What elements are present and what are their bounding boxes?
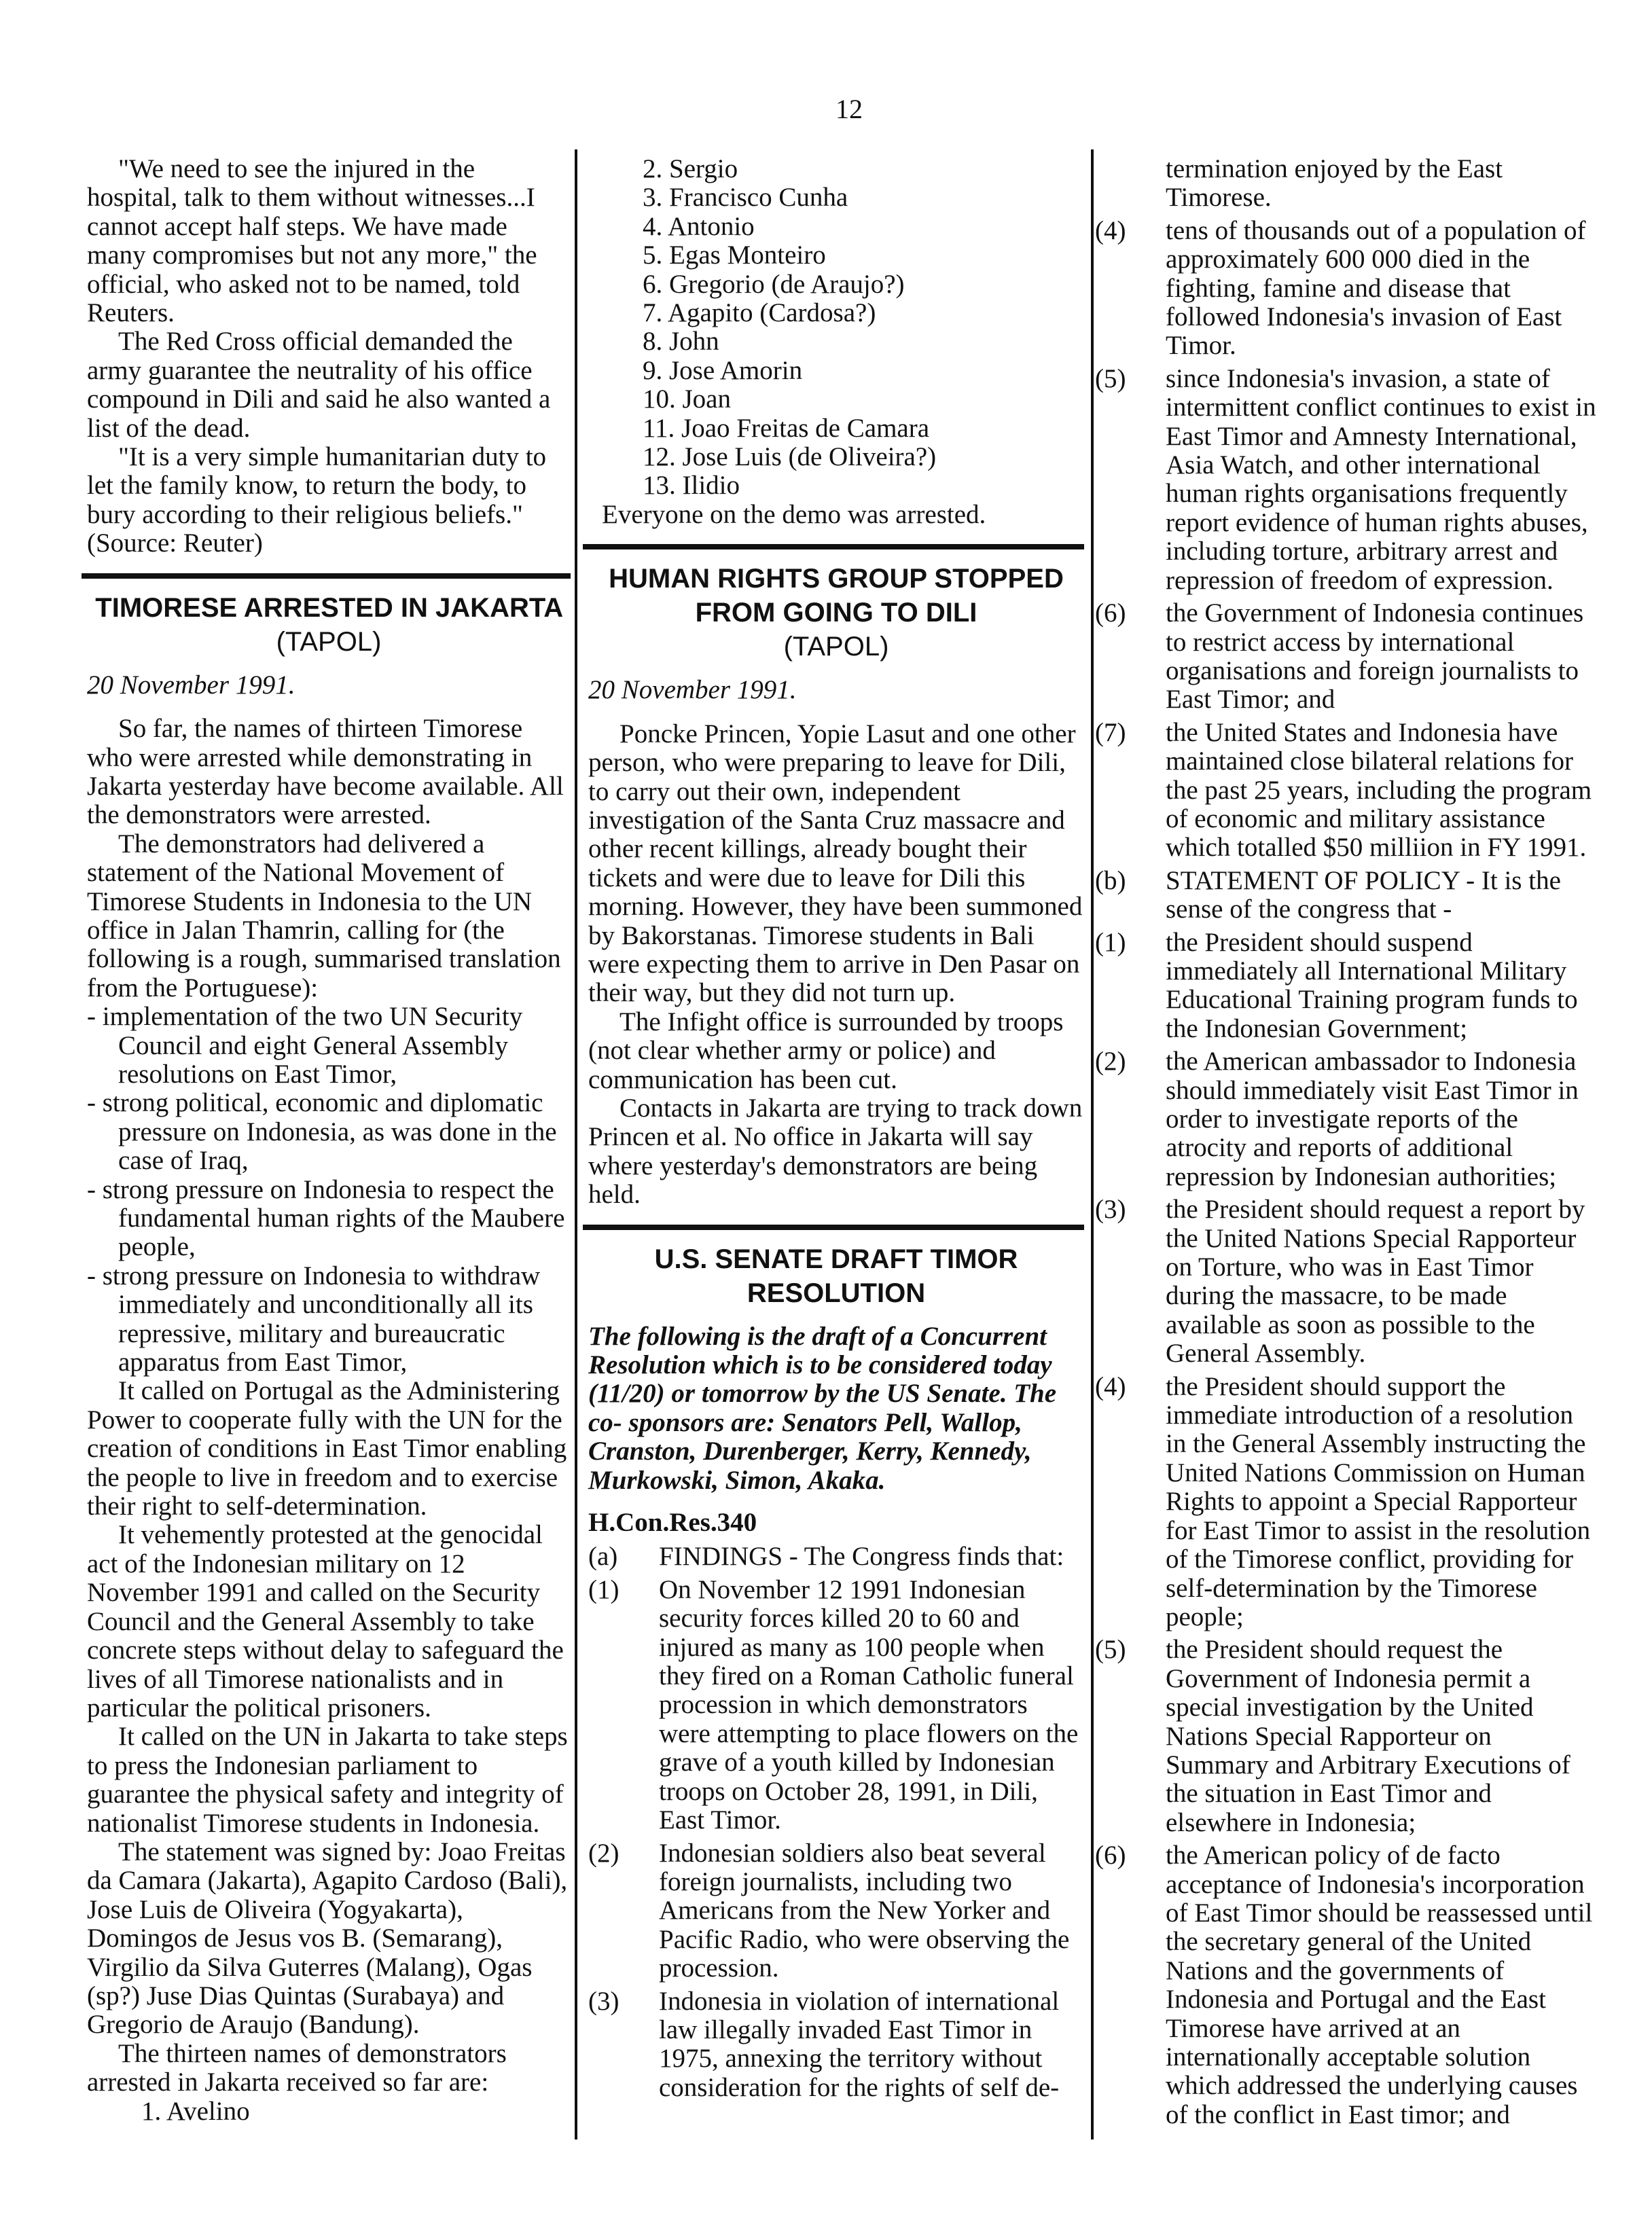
- article-heading: U.S. SENATE DRAFT TIMOR RESOLUTION: [654, 1244, 1018, 1308]
- column-2: [588, 155, 1084, 2106]
- column-3: [1095, 155, 1598, 2133]
- item-label: (5): [1095, 363, 1126, 393]
- paragraph: It vehemently protested at the genocidal act of the Indonesian military on 12 November 1991 and called on the Security Council and the General Assembly to take concrete steps without delay to safeguard the lives of all Timorese nationalists and in particular the political prisoners.: [87, 1520, 564, 1722]
- paragraph: Poncke Princen, Yopie Lasut and one other person, who were preparing to leave for Dili, to carry out their own, independent investigation of the Santa Cruz massacre and other recent killings, already bought their tickets and were due to leave for Dili this morning. However, they have been summoned by Bakorstanas. Timorese students in Bali were expecting them to arrive in Den Pasar on their way, but they did not turn up.: [588, 719, 1083, 1008]
- numbered-item: [1095, 1841, 1598, 2129]
- item-text: the Government of Indonesia continues to restrict access by international organisations and foreign journalists to East Timor; and: [1166, 598, 1584, 715]
- column-1: [87, 155, 571, 2126]
- name-list-item: 6. Gregorio (de Araujo?): [643, 269, 905, 299]
- intro-text: The following is the draft of a Concurrent Resolution which is to be considered today (11/20) or tomorrow by the US Senate. The co- sponsors are: Senators Pell, Wallop, Cranston, Durenberger, Kerry, Kennedy, Murkowski, Simon, Akaka.: [588, 1321, 1057, 1495]
- paragraph: It called on the UN in Jakarta to take steps to press the Indonesian parliament to guarantee the physical safety and integrity of nationalist Timorese students in Indonesia.: [87, 1722, 568, 1838]
- item-label: (4): [1095, 215, 1126, 245]
- numbered-item: [1095, 928, 1598, 1044]
- paragraph: "It is a very simple humanitarian duty to let the family know, to return the body, to bury according to their religious beliefs." (Source: Reuter): [87, 442, 547, 558]
- paragraph: It called on Portugal as the Administering Power to cooperate fully with the UN for the creation of conditions in East Timor enabling the people to live in freedom and to exercise their right to self-determination.: [87, 1376, 567, 1521]
- article-date: 20 November 1991.: [87, 670, 295, 700]
- article-heading: [588, 562, 1084, 664]
- item-text: On November 12 1991 Indonesian security forces killed 20 to 60 and injured as many as 100 people when they fired on a Roman Catholic funeral procession in which demonstrators were attempting to place flowers on the grave of a youth killed by Indonesian troops on October 28, 1991, in Dili, East Timor.: [659, 1574, 1079, 1835]
- item-label: (a): [588, 1542, 618, 1572]
- item-label: (2): [1095, 1047, 1126, 1077]
- item-text: the President should request the Government of Indonesia permit a special investigation by the United Nations Special Rapporteur on Summary and Arbitrary Executions of the situation in East Timor and elsewhere in Indonesia;: [1166, 1635, 1570, 1837]
- paragraph: The Infight office is surrounded by troops (not clear whether army or police) and communication has been cut.: [588, 1007, 1064, 1094]
- article-heading: [87, 591, 571, 659]
- numbered-item: [1095, 1373, 1598, 1632]
- numbered-item: [1095, 217, 1598, 361]
- column-rule-left: [575, 149, 577, 2139]
- item-label: (7): [1095, 717, 1126, 747]
- paragraph: "We need to see the injured in the hospital, talk to them without witnesses...I cannot accept half steps. We have made many compromises but not any more," the official, who asked not to be named, told Reuters.: [87, 154, 537, 328]
- numbered-item: [1095, 867, 1598, 924]
- resolution-title: H.Con.Res.340: [588, 1508, 757, 1538]
- paragraph: Everyone on the demo was arrested.: [602, 499, 986, 529]
- numbered-item: [1095, 1047, 1598, 1191]
- name-list-item: 9. Jose Amorin: [643, 355, 803, 385]
- numbered-item: [1095, 1636, 1598, 1837]
- item-label: (6): [1095, 598, 1126, 628]
- resolution-list: [1095, 217, 1598, 2129]
- heading-source: (TAPOL): [783, 632, 889, 662]
- item-text: the American policy of de facto acceptance of Indonesia's incorporation of East Timor should be reassessed until the secretary general of the United Nations and the governments of Indonesia and Portugal and the East Timorese have arrived at an internationally acceptable solution which addressed the underlying causes of the conflict in East timor; and: [1166, 1841, 1593, 2129]
- numbered-item: [1095, 719, 1598, 863]
- heading-source: (TAPOL): [276, 626, 382, 657]
- name-list-item: 1. Avelino: [141, 2096, 250, 2126]
- item-text: STATEMENT OF POLICY - It is the sense of the congress that -: [1166, 865, 1561, 924]
- name-list-item: 11. Joao Freitas de Camara: [643, 413, 930, 443]
- numbered-item: [588, 1576, 1084, 1835]
- paragraph: The thirteen names of demonstrators arrested in Jakarta received so far are:: [87, 2038, 507, 2097]
- article-date: 20 November 1991.: [588, 675, 797, 705]
- item-text: the American ambassador to Indonesia should immediately visit East Timor in order to investigate reports of the atrocity and reports of additional repression by Indonesian authorities;: [1166, 1047, 1579, 1191]
- paragraph: So far, the names of thirteen Timorese who were arrested while demonstrating in Jakarta yesterday have become available. All the demonstrators were arrested.: [87, 714, 564, 830]
- numbered-item: [588, 1987, 1084, 2103]
- item-text: the President should support the immediate introduction of a resolution in the General Assembly instructing the United Nations Commission on Human Rights to appoint a Special Rapporteur for East Timor to assist in the resolution of the Timorese conflict, providing for self-determination by the Timorese people;: [1166, 1371, 1591, 1631]
- section-divider: [583, 1225, 1084, 1230]
- item-label: (b): [1095, 865, 1126, 895]
- name-list-item: 8. John: [643, 327, 719, 357]
- name-list-item: 7. Agapito (Cardosa?): [643, 298, 876, 328]
- findings-list: [588, 1542, 1084, 2102]
- heading-text: HUMAN RIGHTS GROUP STOPPED FROM GOING TO DILI: [609, 564, 1064, 628]
- item-label: (1): [588, 1574, 620, 1604]
- item-label: (4): [1095, 1371, 1126, 1401]
- item-label: (6): [1095, 1841, 1126, 1871]
- section-divider: [583, 544, 1084, 549]
- name-list-item: 5. Egas Monteiro: [643, 240, 826, 270]
- item-text: tens of thousands out of a population of approximately 600 000 died in the fighting, famine and disease that followed Indonesia's invasion of East Timor.: [1166, 215, 1586, 361]
- numbered-item: [1095, 599, 1598, 715]
- item-text: the President should suspend immediately all International Military Educational Training program funds to the Indonesian Government;: [1166, 927, 1578, 1043]
- paragraph: termination enjoyed by the East Timorese.: [1166, 154, 1503, 213]
- item-text: the United States and Indonesia have maintained close bilateral relations for the past 25 years, including the program of economic and military assistance which totalled $50 milliion in FY 1991.: [1166, 717, 1592, 863]
- item-text: since Indonesia's invasion, a state of intermittent conflict continues to exist in East Timor and Amnesty International, Asia Watch, and other international human rights organisations frequently report evidence of human rights abuses, including torture, arbitrary arrest and repression of freedom of expression.: [1166, 363, 1596, 595]
- paragraph: The Red Cross official demanded the army guarantee the neutrality of his office compound in Dili and said he also wanted a list of the dead.: [87, 327, 551, 443]
- numbered-item: [588, 1839, 1084, 1983]
- heading-text: TIMORESE ARRESTED IN JAKARTA: [95, 592, 562, 623]
- name-list-item: 4. Antonio: [643, 211, 755, 241]
- item-text: Indonesian soldiers also beat several foreign journalists, including two Americans from the New Yorker and Pacific Radio, who were observing the procession.: [659, 1838, 1070, 1983]
- page-number: 12: [836, 94, 863, 124]
- numbered-item: [588, 1542, 1084, 1571]
- item-label: (2): [588, 1838, 620, 1868]
- bullet-item: - strong pressure on Indonesia to withdraw immediately and unconditionally all its repressive, military and bureaucratic apparatus from East Timor,: [87, 1261, 541, 1377]
- bullet-item: - strong political, economic and diplomatic pressure on Indonesia, as was done in the case of Iraq,: [87, 1088, 557, 1176]
- item-text: the President should request a report by the United Nations Special Rapporteur on Torture, who was in East Timor during the massacre, to be made available as soon as possible to the General Assembly.: [1166, 1195, 1585, 1369]
- name-list-item: 12. Jose Luis (de Oliveira?): [643, 442, 937, 472]
- item-label: (3): [588, 1986, 620, 2016]
- item-text: FINDINGS - The Congress finds that:: [659, 1542, 1064, 1572]
- name-list-item: 13. Ilidio: [643, 471, 740, 501]
- name-list: [588, 155, 1084, 501]
- numbered-item: [1095, 1195, 1598, 1368]
- section-divider: [82, 573, 571, 579]
- item-label: (1): [1095, 927, 1126, 957]
- name-list-item: 2. Sergio: [643, 154, 738, 183]
- item-label: (3): [1095, 1195, 1126, 1225]
- bullet-item: - strong pressure on Indonesia to respect the fundamental human rights of the Maubere people,: [87, 1174, 565, 1262]
- item-label: (5): [1095, 1635, 1126, 1665]
- paragraph: The demonstrators had delivered a statement of the National Movement of Timorese Students in Indonesia to the UN office in Jalan Thamrin, calling for (the following is a rough, summarised translation from the Portuguese):: [87, 829, 561, 1003]
- name-list-item: 10. Joan: [643, 384, 731, 414]
- bullet-item: - implementation of the two UN Security Council and eight General Assembly resolutions on East Timor,: [87, 1002, 523, 1089]
- name-list-item: 3. Francisco Cunha: [643, 183, 848, 213]
- paragraph: Contacts in Jakarta are trying to track down Princen et al. No office in Jakarta will say where yesterday's demonstrators are being held.: [588, 1093, 1083, 1210]
- column-rule-right: [1091, 149, 1094, 2139]
- paragraph: The statement was signed by: Joao Freitas da Camara (Jakarta), Agapito Cardoso (Bali), Jose Luis de Oliveira (Yogyakarta), Domingos de Jesus vos B. (Semarang), Virgilio da Silva Guterres (Malang), Ogas (sp?) Juse Dias Quintas (Surabaya) and Gregorio de Araujo (Bandung).: [87, 1837, 568, 2040]
- item-text: Indonesia in violation of international law illegally invaded East Timor in 1975, annexing the territory without consideration for the rights of self de-: [659, 1986, 1060, 2102]
- numbered-item: [1095, 365, 1598, 595]
